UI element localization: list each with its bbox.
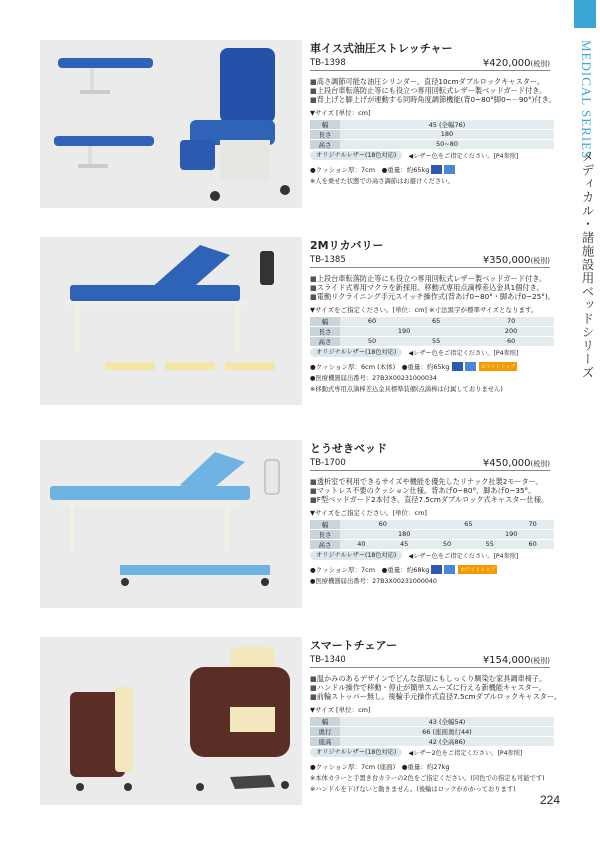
product-price: ¥154,000(税別) [482, 655, 550, 666]
product-note: ※移動式専用点滴棒差込金具標準装備(点滴棒は付属しておりません) [310, 385, 503, 393]
product-section-recovery [40, 237, 555, 425]
feature-list [310, 477, 550, 505]
leather-pill: オリジナルレザー(18色対応) [310, 748, 402, 757]
code-price-row [310, 458, 550, 471]
product-note: ※本体カラーと手置き台カラーの2色をご指定ください。(同色での指定も可能です) [310, 774, 545, 782]
leather-note: ◀レザー色をご指定ください。[P4参照] [408, 350, 519, 358]
cushion-weight: ●クッション厚：6cm (本体) ●重量：約65kg ホワイトトップ [310, 362, 516, 371]
color-swatch-icon [431, 565, 442, 574]
product-name: スマートチェアー [310, 639, 398, 652]
feature-item: ■ 前輪ストッパー無し。後輪手元操作式直径7.5cmダブルロックキャスター。 [310, 692, 550, 701]
leather-option [310, 151, 550, 161]
spec-table: 幅 60 65 70 長さ 190 200 高さ 50 55 60 [310, 316, 554, 346]
size-note: ▼サイズをご指定ください。[単位：cm] ※寸法黒字が標準サイズとなります。 [310, 305, 538, 314]
feature-list [310, 77, 556, 105]
product-photo [40, 237, 302, 405]
product-section-stretcher [40, 40, 556, 228]
product-note: ※ハンドルを下げないと動きません。(後輪はロックがかかっております) [310, 785, 516, 793]
leather-note: ◀レザー2色をご指定ください。[P4参照] [408, 750, 523, 758]
feature-item: ■ 上段台車転落防止等にも役立つ専用回転式レザー製ベッドガード付き。 [310, 86, 550, 95]
product-photo [40, 40, 302, 208]
spec-table: 幅 60 65 70 長さ 180 190 高さ 40 45 50 55 60 [310, 519, 554, 549]
feature-item: ■ F型ベッドガード2本付き。直径7.5cmダブルロック式キャスター仕様。 [310, 495, 550, 504]
feature-item: ■ 高さ調節可能な油圧シリンダー。直径10cmダブルロックキャスター。 [310, 77, 550, 86]
leather-option [310, 748, 550, 758]
size-note: ▼サイズ [単位：cm] [310, 705, 371, 714]
product-note: ●医療機器届出番号：27B3X00231000040 [310, 577, 437, 585]
page-number: 224 [540, 793, 561, 807]
color-swatch-icon [444, 565, 455, 574]
recovery-bed-illustration [40, 237, 302, 405]
feature-item: ■ 背上げと脚上げが連動する同時角度調節機能(背0~80°脚0~－90°)付き。 [310, 95, 550, 104]
cushion-weight: ●クッション厚：7cm ●重量：約65kg [310, 165, 550, 174]
product-name: 車イス式油圧ストレッチャー [310, 42, 453, 55]
product-price: ¥350,000(税別) [482, 255, 550, 266]
code-price-row [310, 255, 550, 268]
feature-item: ■ 上段台車転落防止等にも役立つ専用回転式レザー製ベッドガード付き。 [310, 274, 550, 283]
size-note: ▼サイズ [単位：cm] [310, 108, 371, 117]
product-code: TB-1398 [310, 58, 346, 68]
product-code: TB-1340 [310, 655, 346, 665]
product-code: TB-1700 [310, 458, 346, 468]
product-code: TB-1385 [310, 255, 346, 265]
size-note: ▼サイズをご指定ください。[単位：cm] [310, 508, 427, 517]
feature-item: ■ ハンドル操作で移動・停止が簡単スムーズに行える新機能キャスター。 [310, 683, 550, 692]
leather-note: ◀レザー色をご指定ください。[P4参照] [408, 153, 519, 161]
cushion-weight: ●クッション厚：7cm ●重量：約68kg ホワイトトップ [310, 565, 496, 574]
color-swatch-icon [465, 362, 476, 371]
product-note: ●医療機器届出番号：27B3X00231000034 [310, 374, 437, 382]
code-price-row [310, 655, 550, 668]
feature-item: ■ スライド式専用マクラを新採用。移動式専用点滴棒差込金具1個付き。 [310, 283, 550, 292]
color-swatch-icon [452, 362, 463, 371]
leather-note: ◀レザー色をご指定ください。[P4参照] [408, 553, 519, 561]
color-swatch-icon [444, 165, 455, 174]
product-photo [40, 440, 302, 608]
code-price-row [310, 58, 550, 71]
product-info [310, 637, 562, 793]
cushion-weight: ●クッション厚：7cm (座面) ●重量：約27kg [310, 762, 450, 771]
leather-option [310, 348, 550, 358]
feature-list [310, 274, 555, 302]
product-name: 2Mリカバリー [310, 239, 384, 252]
product-info [310, 40, 556, 185]
stretcher-chair-illustration [40, 40, 302, 208]
product-price: ¥420,000(税別) [482, 58, 550, 69]
product-info [310, 237, 555, 393]
series-title-jp: メディカル・諸施設用ベッドシリーズ [580, 150, 595, 380]
spec-table: 幅 45 (全幅76) 長さ 180 高さ 50~80 [310, 119, 554, 149]
series-title-en: MEDICAL SERIES [579, 40, 594, 160]
feature-list [310, 674, 562, 702]
color-swatch-icon [431, 165, 442, 174]
leather-option [310, 551, 550, 561]
product-info [310, 440, 550, 585]
feature-item: ■ マットレス不要のクッション仕様。背あげ0~80°、脚あげ0~35°。 [310, 486, 550, 495]
product-note: ※人を乗せた状態での高さ調節はお避けください。 [310, 177, 454, 185]
feature-item: ■ 透析室で利用できるサイズや機能を優先したリナック社製2モーター。 [310, 477, 550, 486]
color-tab [574, 0, 596, 28]
dialysis-bed-illustration [40, 440, 302, 608]
leather-pill: オリジナルレザー(18色対応) [310, 348, 402, 357]
product-name: とうせきベッド [310, 442, 387, 455]
product-price: ¥450,000(税別) [482, 458, 550, 469]
white-top-badge: ホワイトトップ [480, 363, 516, 370]
spec-table: 幅 43 (全幅54) 奥行 66 (座面奥行44) 座高 42 (全高86) [310, 716, 554, 746]
leather-pill: オリジナルレザー(18色対応) [310, 551, 402, 560]
product-section-dialysis [40, 440, 550, 628]
product-photo [40, 637, 302, 805]
white-top-badge: ホワイトトップ [460, 566, 496, 573]
feature-item: ■ 温かみのあるデザインでどんな部屋にもしっくり馴染む家具調車椅子。 [310, 674, 550, 683]
feature-item: ■ 電動リクライニング手元スイッチ操作式(背あげ0~80°・脚あげ0~25°)。 [310, 292, 550, 301]
smart-chair-illustration [40, 637, 302, 805]
leather-pill: オリジナルレザー(18色対応) [310, 151, 402, 160]
